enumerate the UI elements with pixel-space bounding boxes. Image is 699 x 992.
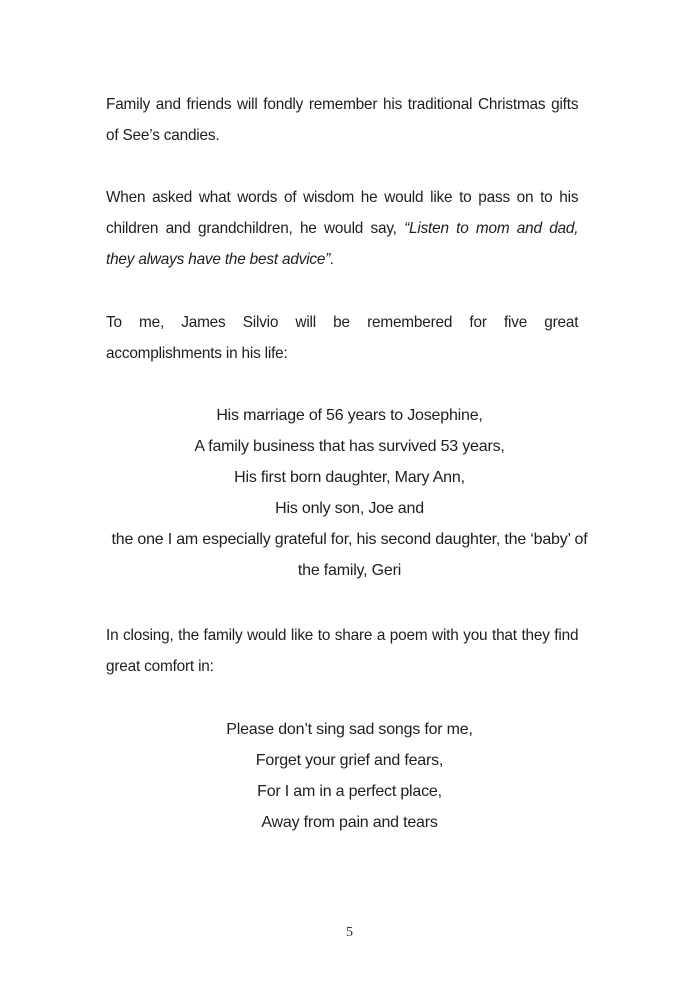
accomplishment-line: His marriage of 56 years to Josephine, xyxy=(216,407,483,424)
accomplishment-line: His only son, Joe and xyxy=(275,500,424,517)
paragraph-text: children and grandchildren, he would say, xyxy=(106,220,405,237)
accomplishments-list xyxy=(0,400,699,586)
accomplishment-line: A family business that has survived 53 years, xyxy=(194,438,505,455)
paragraph-line: To me, James Silvio will be remembered for five great xyxy=(106,314,579,331)
quote-text: “Listen to mom and dad, xyxy=(404,220,579,237)
accomplishment-line: the family, Geri xyxy=(297,562,402,579)
paragraph-line xyxy=(106,244,578,275)
poem xyxy=(0,714,699,838)
poem-line: Please don’t sing sad songs for me, xyxy=(226,721,473,738)
paragraph-line: of See’s candies. xyxy=(106,127,220,144)
accomplishment-line: the one I am especially grateful for, his second daughter, the ‘baby’ of xyxy=(111,531,588,548)
paragraph-closing xyxy=(106,620,578,682)
paragraph-christmas-gifts xyxy=(106,89,578,151)
poem-line: Away from pain and tears xyxy=(261,814,438,831)
page-number: 5 xyxy=(346,925,353,940)
paragraph-line: In closing, the family would like to share a poem with you that they find xyxy=(106,627,579,644)
paragraph-line: accomplishments in his life: xyxy=(106,345,288,362)
paragraph-remembered xyxy=(106,307,578,369)
paragraph-line: Family and friends will fondly remember his traditional Christmas gifts xyxy=(106,96,579,113)
poem-line: Forget your grief and fears, xyxy=(255,752,444,769)
paragraph-line: great comfort in: xyxy=(106,658,214,675)
paragraph-line: When asked what words of wisdom he would like to pass on to his xyxy=(106,189,579,206)
paragraph-line xyxy=(106,213,578,244)
paragraph-words-of-wisdom xyxy=(106,182,578,275)
poem-line: For I am in a perfect place, xyxy=(257,783,442,800)
quote-text: they always have the best advice”. xyxy=(106,251,335,268)
accomplishment-line: His first born daughter, Mary Ann, xyxy=(234,469,465,486)
